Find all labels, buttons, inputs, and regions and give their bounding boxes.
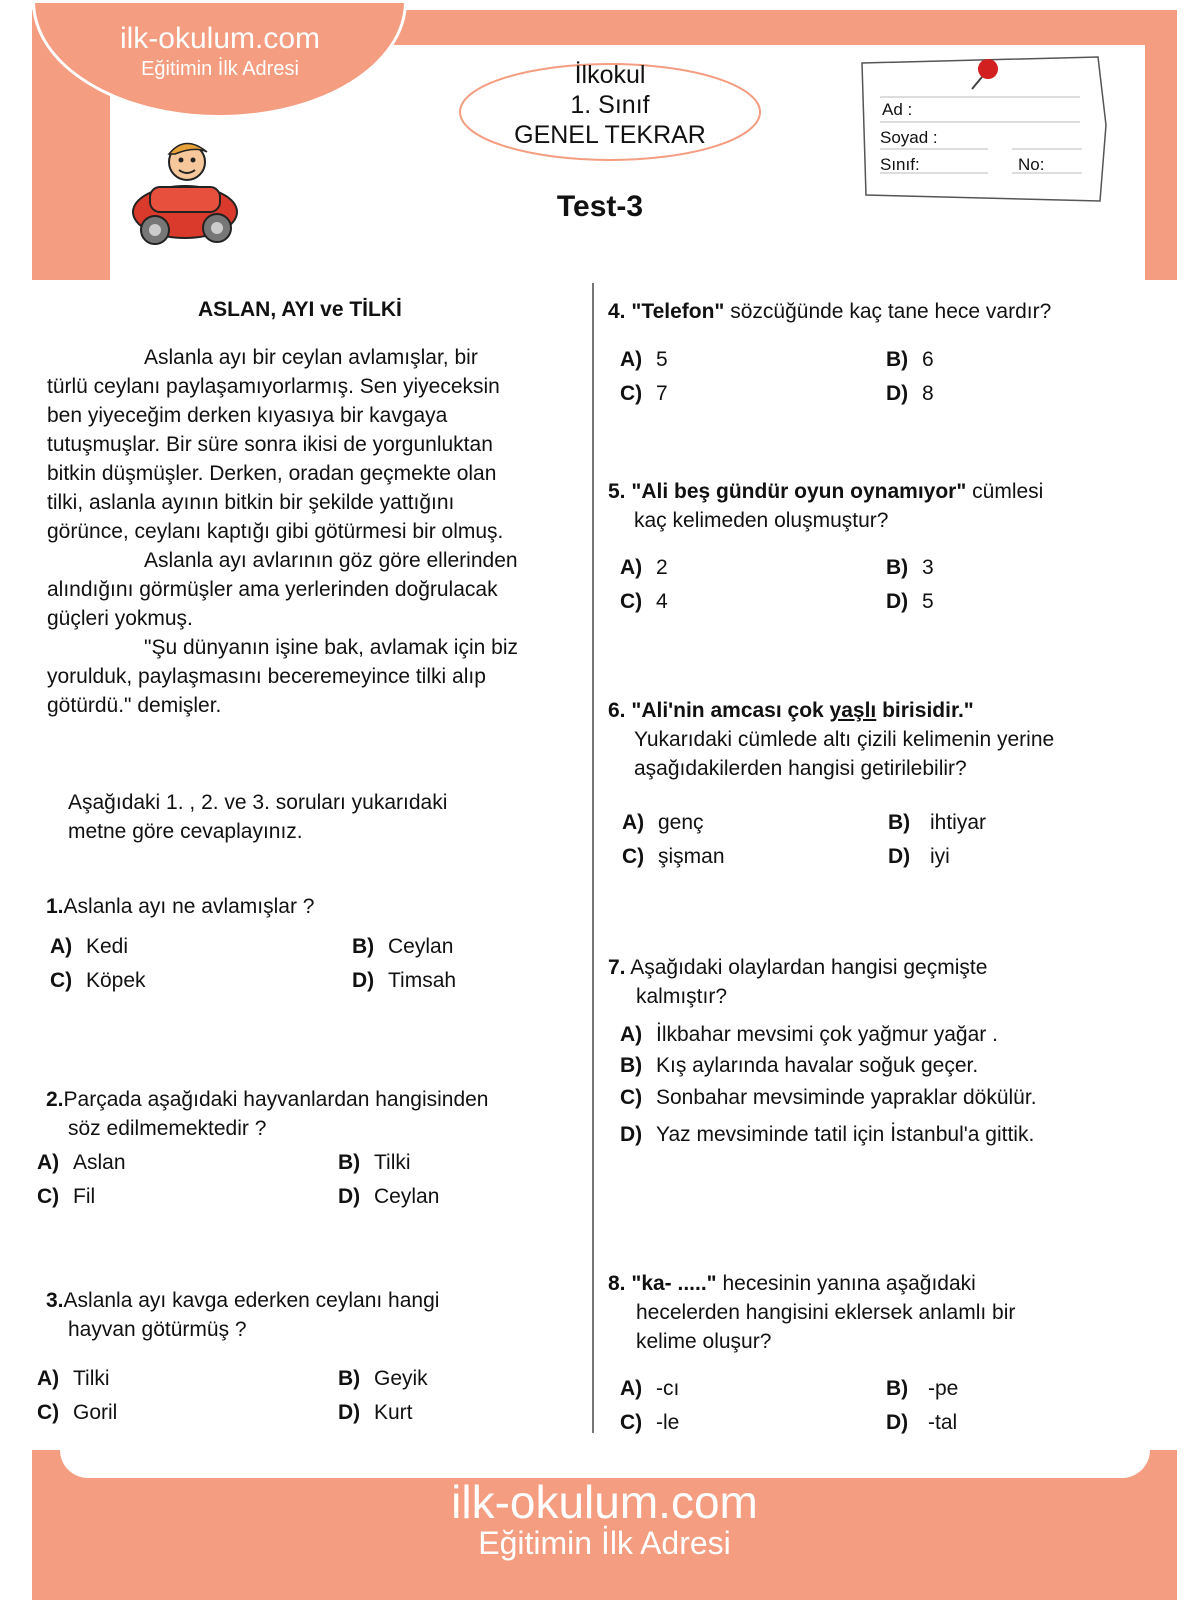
story-line: ben yiyeceğim derken kıyasıya bir kavgaya bbox=[47, 404, 448, 427]
question-number: 8. bbox=[608, 1272, 626, 1295]
q5-option-c[interactable] bbox=[620, 587, 668, 616]
option-text: Timsah bbox=[388, 969, 457, 992]
option-letter: C) bbox=[620, 590, 643, 613]
option-letter: B) bbox=[886, 348, 909, 371]
option-letter: A) bbox=[37, 1151, 60, 1174]
question-3 bbox=[46, 1286, 439, 1344]
option-letter: B) bbox=[338, 1151, 361, 1174]
logo-slogan: Eğitimin İlk Adresi bbox=[141, 58, 299, 80]
option-text: Tilki bbox=[374, 1151, 411, 1174]
q8-option-c[interactable] bbox=[620, 1408, 679, 1437]
option-text: 6 bbox=[922, 348, 934, 371]
underlined-word: yaşlı bbox=[829, 699, 877, 722]
story-line: görünce, ceylanı kaptığı gibi götürmesi bir olmuş. bbox=[47, 520, 504, 543]
option-text: Goril bbox=[73, 1401, 118, 1424]
option-text: 3 bbox=[922, 556, 934, 579]
question-number: 4. bbox=[608, 300, 626, 323]
q5-option-d[interactable] bbox=[886, 587, 934, 616]
option-text: şişman bbox=[658, 845, 725, 868]
question-text: kelime oluşur? bbox=[636, 1330, 772, 1353]
option-text: 4 bbox=[656, 590, 668, 613]
option-text: 7 bbox=[656, 382, 668, 405]
footer-curve bbox=[60, 1450, 1150, 1478]
subject-text: GENEL TEKRAR bbox=[514, 121, 706, 149]
option-letter: B) bbox=[352, 935, 375, 958]
option-text: -tal bbox=[928, 1411, 958, 1434]
option-letter: B) bbox=[886, 1377, 909, 1400]
cartoon-car-icon bbox=[125, 132, 245, 247]
option-text: Geyik bbox=[374, 1367, 428, 1390]
question-number: 6. bbox=[608, 699, 626, 722]
option-letter: D) bbox=[886, 590, 909, 613]
instruction-line: Aşağıdaki 1. , 2. ve 3. soruları yukarıdaki bbox=[68, 791, 448, 814]
option-letter: A) bbox=[37, 1367, 60, 1390]
column-divider bbox=[592, 283, 594, 1433]
story-line: türlü ceylanı paylaşamıyorlarmış. Sen yiyeceksin bbox=[47, 375, 500, 398]
instruction-text bbox=[68, 788, 447, 846]
footer-site-name: ilk-okulum.com bbox=[451, 1476, 758, 1528]
name-field-label: Ad : bbox=[882, 100, 913, 119]
option-letter: D) bbox=[620, 1123, 643, 1146]
question-number: 7. bbox=[608, 956, 626, 979]
q1-option-c[interactable] bbox=[50, 966, 146, 995]
option-letter: D) bbox=[338, 1185, 361, 1208]
question-keyword: birisidir." bbox=[876, 699, 974, 722]
story-line: alındığını görmüşler ama yerlerinden doğrulacak bbox=[47, 578, 498, 601]
question-number: 3. bbox=[46, 1289, 64, 1312]
option-letter: D) bbox=[886, 1411, 909, 1434]
option-text: Fil bbox=[73, 1185, 96, 1208]
instruction-line: metne göre cevaplayınız. bbox=[68, 820, 303, 843]
option-text: Ceylan bbox=[388, 935, 454, 958]
question-8 bbox=[608, 1269, 1015, 1356]
question-keyword: "Ali'nin amcası çok bbox=[631, 699, 830, 722]
option-letter: A) bbox=[622, 811, 645, 834]
option-letter: C) bbox=[620, 382, 643, 405]
story-line: tutuşmuşlar. Bir süre sonra ikisi de yorgunluktan bbox=[47, 433, 493, 456]
option-text: Tilki bbox=[73, 1367, 110, 1390]
q6-option-b[interactable] bbox=[888, 808, 986, 837]
option-text: 2 bbox=[656, 556, 668, 579]
option-letter: A) bbox=[50, 935, 73, 958]
q3-option-c[interactable] bbox=[37, 1398, 117, 1427]
story-line: yorulduk, paylaşmasını beceremeyince tilki alıp bbox=[47, 665, 486, 688]
question-text: Aşağıdaki olaylardan hangisi geçmişte bbox=[630, 956, 988, 979]
option-text: İlkbahar mevsimi çok yağmur yağar . bbox=[656, 1023, 998, 1046]
question-6 bbox=[608, 696, 1054, 783]
story-line: "Şu dünyanın işine bak, avlamak için biz bbox=[144, 636, 518, 659]
question-number: 5. bbox=[608, 480, 626, 503]
question-text: Parçada aşağıdaki hayvanlardan hangisinden bbox=[63, 1088, 489, 1111]
option-text: Aslan bbox=[73, 1151, 126, 1174]
option-letter: C) bbox=[37, 1401, 60, 1424]
cloud-heading bbox=[450, 60, 770, 150]
story-text bbox=[47, 343, 577, 720]
option-letter: D) bbox=[886, 382, 909, 405]
q3-option-b[interactable] bbox=[338, 1364, 428, 1393]
option-text: 5 bbox=[922, 590, 934, 613]
q5-option-a[interactable] bbox=[620, 553, 668, 582]
option-letter: A) bbox=[620, 348, 643, 371]
q4-option-d[interactable] bbox=[886, 379, 934, 408]
option-letter: D) bbox=[888, 845, 911, 868]
number-field-label: No: bbox=[1018, 155, 1045, 174]
class-field-label: Sınıf: bbox=[880, 155, 920, 174]
surname-field-label: Soyad : bbox=[880, 128, 938, 147]
option-letter: B) bbox=[888, 811, 911, 834]
question-5 bbox=[608, 477, 1043, 535]
q8-option-a[interactable] bbox=[620, 1374, 679, 1403]
option-text: ihtiyar bbox=[930, 811, 987, 834]
option-text: Köpek bbox=[86, 969, 146, 992]
question-number: 2. bbox=[46, 1088, 64, 1111]
question-number: 1. bbox=[46, 895, 64, 918]
level-text: İlkokul bbox=[574, 61, 646, 89]
logo-site-name: ilk-okulum.com bbox=[119, 22, 321, 55]
q7-option-b[interactable] bbox=[620, 1051, 978, 1080]
option-text: Yaz mevsiminde tatil için İstanbul'a gittik. bbox=[656, 1123, 1035, 1146]
q2-option-d[interactable] bbox=[338, 1182, 439, 1211]
option-letter: B) bbox=[620, 1054, 643, 1077]
story-line: güçleri yokmuş. bbox=[47, 607, 193, 630]
q4-option-c[interactable] bbox=[620, 379, 668, 408]
question-text: cümlesi bbox=[966, 480, 1044, 503]
option-letter: C) bbox=[620, 1411, 643, 1434]
story-line: Aslanla ayı bir ceylan avlamışlar, bir bbox=[144, 346, 478, 369]
question-text: hayvan götürmüş ? bbox=[68, 1318, 247, 1341]
option-letter: C) bbox=[50, 969, 73, 992]
option-text: -cı bbox=[656, 1377, 680, 1400]
q1-option-d[interactable] bbox=[352, 966, 456, 995]
q7-option-a[interactable] bbox=[620, 1020, 998, 1049]
question-text: kalmıştır? bbox=[636, 985, 728, 1008]
footer-slogan: Eğitimin İlk Adresi bbox=[478, 1525, 731, 1561]
option-letter: C) bbox=[37, 1185, 60, 1208]
option-text: Ceylan bbox=[374, 1185, 440, 1208]
q3-option-d[interactable] bbox=[338, 1398, 413, 1427]
q6-option-c[interactable] bbox=[622, 842, 725, 871]
question-text: Aslanla ayı kavga ederken ceylanı hangi bbox=[63, 1289, 440, 1312]
option-letter: C) bbox=[622, 845, 645, 868]
option-text: 8 bbox=[922, 382, 934, 405]
q8-option-d[interactable] bbox=[886, 1408, 957, 1437]
q1-option-b[interactable] bbox=[352, 932, 453, 961]
question-text: Aslanla ayı ne avlamışlar ? bbox=[63, 895, 315, 918]
q7-option-d[interactable] bbox=[620, 1120, 1034, 1149]
option-letter: B) bbox=[886, 556, 909, 579]
question-7 bbox=[608, 953, 987, 1011]
q2-option-c[interactable] bbox=[37, 1182, 95, 1211]
option-text: iyi bbox=[930, 845, 950, 868]
question-text: hecelerden hangisini eklersek anlamlı bir bbox=[636, 1301, 1016, 1324]
question-text: sözcüğünde kaç tane hece vardır? bbox=[724, 300, 1052, 323]
test-title: Test-3 bbox=[556, 190, 644, 223]
option-text: Sonbahar mevsiminde yapraklar dökülür. bbox=[656, 1086, 1037, 1109]
question-2 bbox=[46, 1085, 489, 1143]
question-4 bbox=[608, 297, 1051, 326]
option-letter: B) bbox=[338, 1367, 361, 1390]
q6-option-a[interactable] bbox=[622, 808, 704, 837]
q4-option-a[interactable] bbox=[620, 345, 668, 374]
option-text: genç bbox=[658, 811, 704, 834]
q7-option-c[interactable] bbox=[620, 1083, 1037, 1112]
question-keyword: "Telefon" bbox=[631, 300, 725, 323]
option-text: Kış aylarında havalar soğuk geçer. bbox=[656, 1054, 979, 1077]
q2-option-b[interactable] bbox=[338, 1148, 411, 1177]
grade-text: 1. Sınıf bbox=[570, 91, 650, 119]
option-text: Kedi bbox=[86, 935, 129, 958]
q6-option-d[interactable] bbox=[888, 842, 950, 871]
question-keyword: "ka- ....." bbox=[631, 1272, 717, 1295]
question-text: kaç kelimeden oluşmuştur? bbox=[634, 509, 889, 532]
story-line: Aslanla ayı avlarının göz göre ellerinden bbox=[144, 549, 518, 572]
option-text: -le bbox=[656, 1411, 680, 1434]
q2-option-a[interactable] bbox=[37, 1148, 126, 1177]
option-letter: D) bbox=[352, 969, 375, 992]
option-letter: A) bbox=[620, 1377, 643, 1400]
question-text: Yukarıdaki cümlede altı çizili kelimenin yerine bbox=[634, 728, 1055, 751]
q8-option-b[interactable] bbox=[886, 1374, 958, 1403]
question-keyword: "Ali beş gündür oyun oynamıyor" bbox=[631, 480, 967, 503]
option-letter: C) bbox=[620, 1086, 643, 1109]
story-line: tilki, aslanla ayının bitkin bir şekilde yattığını bbox=[47, 491, 455, 514]
q1-option-a[interactable] bbox=[50, 932, 128, 961]
story-title: ASLAN, AYI ve TİLKİ bbox=[198, 298, 402, 321]
option-letter: A) bbox=[620, 556, 643, 579]
question-text: aşağıdakilerden hangisi getirilebilir? bbox=[634, 757, 967, 780]
option-text: 5 bbox=[656, 348, 668, 371]
story-line: götürdü." demişler. bbox=[47, 694, 222, 717]
option-letter: D) bbox=[338, 1401, 361, 1424]
question-1 bbox=[46, 892, 314, 921]
q3-option-a[interactable] bbox=[37, 1364, 110, 1393]
option-letter: A) bbox=[620, 1023, 643, 1046]
story-line: bitkin düşmüşler. Derken, oradan geçmekte olan bbox=[47, 462, 497, 485]
question-text: söz edilmemektedir ? bbox=[68, 1117, 267, 1140]
q5-option-b[interactable] bbox=[886, 553, 934, 582]
option-text: Kurt bbox=[374, 1401, 413, 1424]
option-text: -pe bbox=[928, 1377, 959, 1400]
q4-option-b[interactable] bbox=[886, 345, 934, 374]
question-text: hecesinin yanına aşağıdaki bbox=[716, 1272, 976, 1295]
